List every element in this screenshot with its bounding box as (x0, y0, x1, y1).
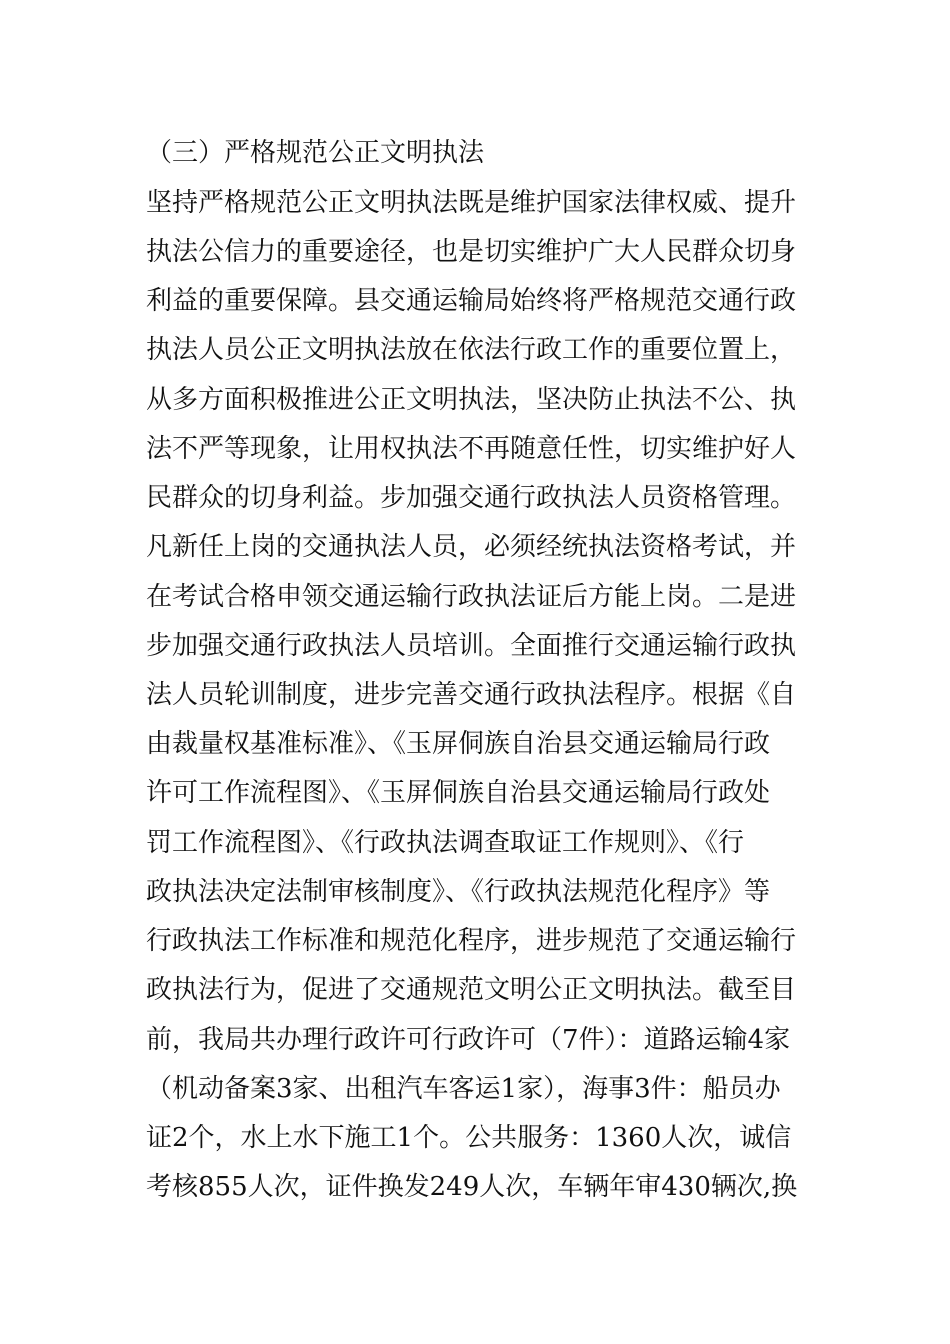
paragraph-line: 前，我局共办理行政许可行政许可（7件）：道路运输4家 (146, 1025, 791, 1055)
paragraph-line: 凡新任上岗的交通执法人员，必须经统执法资格考试，并 (146, 532, 797, 562)
paragraph-line: 从多方面积极推进公正文明执法，坚决防止执法不公、执 (146, 385, 797, 415)
paragraph-line: （机动备案3家、出租汽车客运1家），海事3件：船员办 (146, 1074, 781, 1104)
paragraph-line: 民群众的切身利益。步加强交通行政执法人员资格管理。 (146, 483, 797, 513)
paragraph-line: 利益的重要保障。县交通运输局始终将严格规范交通行政 (146, 286, 797, 316)
paragraph-line: 许可工作流程图》、《玉屏侗族自治县交通运输局行政处 (146, 778, 771, 808)
paragraph-line: 政执法行为，促进了交通规范文明公正文明执法。截至目 (146, 975, 797, 1005)
section-heading: （三）严格规范公正文明执法 (146, 138, 485, 168)
paragraph-line: 政执法决定法制审核制度》、《行政执法规范化程序》等 (146, 877, 771, 907)
paragraph-line: 罚工作流程图》、《行政执法调查取证工作规则》、《行 (146, 828, 745, 858)
paragraph-line: 执法公信力的重要途径，也是切实维护广大人民群众切身 (146, 237, 797, 267)
paragraph-line: 法不严等现象，让用权执法不再随意任性，切实维护好人 (146, 434, 797, 464)
paragraph-line: 行政执法工作标准和规范化程序，进步规范了交通运输行 (146, 926, 797, 956)
paragraph-line: 法人员轮训制度，进步完善交通行政执法程序。根据《自 (146, 680, 797, 710)
paragraph-line: 步加强交通行政执法人员培训。全面推行交通运输行政执 (146, 631, 797, 661)
paragraph-line: 在考试合格申领交通运输行政执法证后方能上岗。二是进 (146, 582, 797, 612)
paragraph-line: 执法人员公正文明执法放在依法行政工作的重要位置上， (146, 335, 797, 365)
paragraph-line: 坚持严格规范公正文明执法既是维护国家法律权威、提升 (146, 188, 797, 218)
paragraph-line: 证2个，水上水下施工1个。公共服务：1360人次，诚信 (146, 1123, 792, 1153)
paragraph-line: 考核855人次，证件换发249人次，车辆年审430辆次,换 (146, 1172, 798, 1202)
paragraph-line: 由裁量权基准标准》、《玉屏侗族自治县交通运输局行政 (146, 729, 771, 759)
